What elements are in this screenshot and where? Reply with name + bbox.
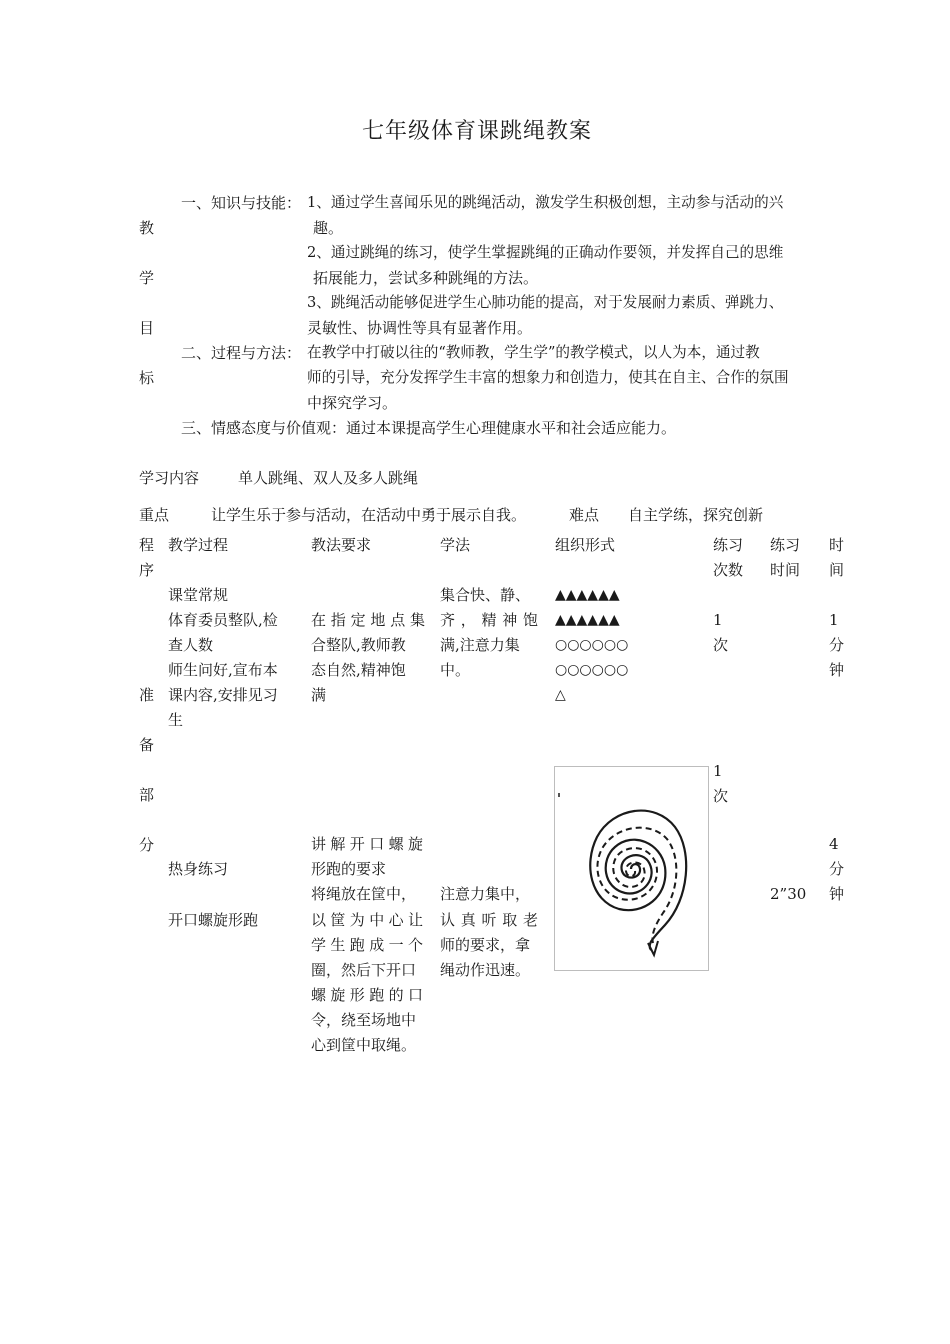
header-org: 组织形式	[555, 536, 616, 554]
knowledge-item-3-line-1: 3、跳绳活动能够促进学生心肺功能的提高，对于发展耐力素质、弹跳力、	[307, 294, 784, 311]
page-title: 七年级体育课跳绳教案	[362, 119, 593, 144]
row1-method-line: 满	[311, 686, 327, 704]
row2-learn-line: 认真听取老	[440, 911, 538, 929]
header-step-a: 程	[139, 536, 155, 554]
header-time-a: 时	[829, 536, 845, 554]
row1-count-unit: 次	[713, 636, 729, 654]
knowledge-label: 一、知识与技能：	[181, 194, 302, 212]
row1-process-line: 师生问好,宣布本	[168, 661, 278, 679]
row1-method-line: 在指定地点集	[311, 611, 425, 629]
knowledge-item-1-line-1: 1、通过学生喜闻乐见的跳绳活动，激发学生积极创想，主动参与活动的兴	[307, 194, 784, 211]
process-line-3: 中探究学习。	[307, 394, 398, 412]
difficulty-label: 难点	[569, 506, 600, 524]
row2-method-line: 讲解开口螺旋	[311, 835, 423, 853]
row2-process-line: 开口螺旋形跑	[168, 911, 259, 929]
process-line-2: 师的引导，充分发挥学生丰富的想象力和创造力，使其在自主、合作的氛围	[307, 369, 789, 386]
side-char: 教	[139, 219, 155, 237]
row1-method-line: 合整队,教师教	[311, 636, 406, 654]
header-ptime-a: 练习	[770, 536, 801, 554]
header-method: 教法要求	[311, 536, 372, 554]
process-line-1: 在教学中打破以往的“教师教，学生学”的教学模式，以人为本，通过教	[307, 344, 760, 361]
row2-method-line: 将绳放在筐中，	[311, 885, 417, 903]
process-label: 二、过程与方法：	[181, 344, 302, 362]
key-value: 让学生乐于参与活动，在活动中勇于展示自我。	[211, 506, 527, 524]
difficulty-value: 自主学练，探究创新	[628, 506, 764, 524]
content-value: 单人跳绳、双人及多人跳绳	[238, 469, 419, 487]
formation-row-boys: ▲▲▲▲▲▲	[555, 587, 620, 603]
row1-learn-line: 集合快、静、	[440, 586, 531, 604]
knowledge-item-1-line-2: 趣。	[313, 219, 344, 237]
knowledge-item-2-line-2: 拓展能力，尝试多种跳绳的方法。	[313, 269, 539, 287]
emotion-line: 三、情感态度与价值观：通过本课提高学生心理健康水平和社会适应能力。	[181, 419, 677, 437]
header-count-a: 练习	[713, 536, 744, 554]
row2-method-line: 形跑的要求	[311, 860, 387, 878]
row1-process-line: 课堂常规	[168, 586, 229, 604]
row1-learn-line: 齐，精神饱	[440, 611, 538, 629]
row2-learn-line: 注意力集中，	[440, 885, 531, 903]
header-learn: 学法	[440, 536, 471, 554]
row1-learn-line: 中。	[440, 661, 471, 679]
side-char: 标	[139, 369, 155, 387]
row2-method-line: 圈，然后下开口	[311, 961, 417, 979]
row2-method-line: 以筐为中心让	[311, 911, 423, 929]
row2-practice-time: 2”30	[770, 885, 807, 903]
row1-method-line: 态自然,精神饱	[311, 661, 406, 679]
header-step-b: 序	[139, 561, 155, 579]
spiral-diagram	[554, 766, 709, 971]
row2-method-line: 令，绕至场地中	[311, 1011, 417, 1029]
row2-method-line: 螺旋形跑的口	[311, 986, 423, 1004]
key-label: 重点	[139, 506, 170, 524]
row2-process-line: 热身练习	[168, 860, 229, 878]
section-char: 准	[139, 686, 155, 704]
formation-row-boys: ▲▲▲▲▲▲	[555, 612, 620, 628]
row1-process-line: 课内容,安排见习	[168, 686, 278, 704]
header-process: 教学过程	[168, 536, 229, 554]
knowledge-item-2-line-1: 2、通过跳绳的练习，使学生掌握跳绳的正确动作要领，并发挥自己的思维	[307, 244, 784, 261]
row1-time-unit: 钟	[829, 661, 845, 679]
row2-count-unit: 次	[713, 787, 729, 805]
side-char: 学	[139, 269, 155, 287]
header-ptime-b: 时间	[770, 561, 801, 579]
formation-teacher: △	[555, 687, 566, 703]
row1-time-unit: 分	[829, 636, 845, 654]
row2-method-line: 学生跑成一个	[311, 936, 423, 954]
header-time-b: 间	[829, 561, 845, 579]
knowledge-item-3-line-2: 灵敏性、协调性等具有显著作用。	[307, 319, 533, 337]
row1-count: 1	[713, 611, 723, 629]
row2-time-unit: 钟	[829, 885, 845, 903]
row1-process-line: 生	[168, 711, 184, 729]
section-char: 分	[139, 836, 155, 854]
row1-time: 1	[829, 611, 839, 629]
header-count-b: 次数	[713, 561, 744, 579]
row2-learn-line: 师的要求，拿	[440, 936, 531, 954]
row2-time-unit: 分	[829, 860, 845, 878]
formation-row-girls: ○○○○○○	[555, 637, 629, 653]
spiral-run-path	[555, 767, 708, 970]
row1-process-line: 查人数	[168, 636, 214, 654]
side-char: 目	[139, 319, 155, 337]
section-char: 部	[139, 786, 155, 804]
row1-process-line: 体育委员整队,检	[168, 611, 278, 629]
content-label: 学习内容	[139, 469, 200, 487]
section-char: 备	[139, 736, 155, 754]
row2-time: 4	[829, 835, 839, 853]
formation-row-girls: ○○○○○○	[555, 662, 629, 678]
row2-method-line: 心到筐中取绳。	[311, 1036, 417, 1054]
row2-learn-line: 绳动作迅速。	[440, 961, 531, 979]
row1-learn-line: 满,注意力集	[440, 636, 520, 654]
row2-count: 1	[713, 762, 723, 780]
